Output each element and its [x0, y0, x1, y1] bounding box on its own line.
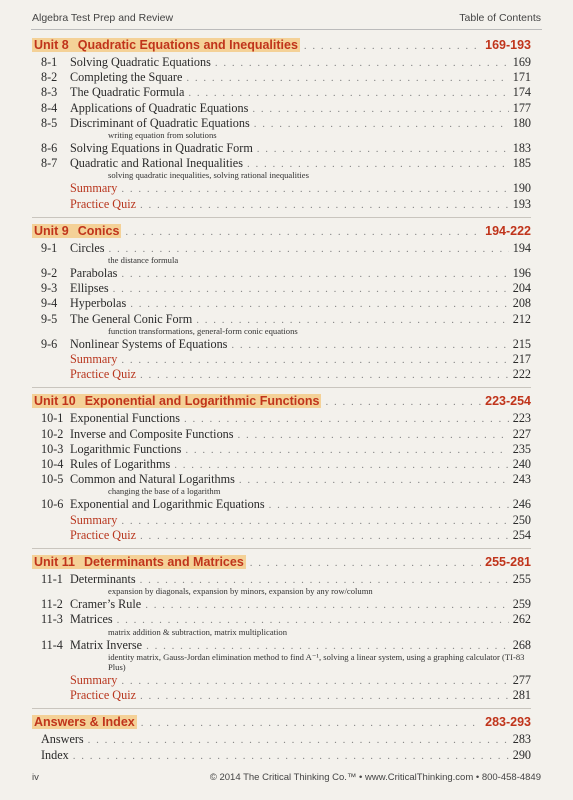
dot-leader	[185, 443, 508, 457]
unit-heading[interactable]	[32, 394, 531, 408]
entry-title: Applications of Quadratic Equations	[70, 100, 249, 115]
section-title: Table of Contents	[459, 12, 541, 24]
unit-heading[interactable]	[32, 715, 531, 729]
dot-leader	[304, 40, 481, 52]
dot-leader	[88, 733, 509, 747]
answers-section	[32, 715, 531, 762]
lesson-number: 9-5	[41, 311, 58, 326]
entry-title: Matrix Inverse	[70, 637, 143, 652]
lesson-note: changing the base of a logarithm	[108, 486, 221, 497]
unit-section	[32, 224, 531, 383]
page-number: 177	[512, 100, 531, 115]
practice-quiz-entry[interactable]	[32, 197, 531, 212]
unit-number: Unit 8	[34, 38, 69, 52]
dot-leader	[196, 313, 509, 327]
summary-entry[interactable]	[32, 352, 531, 367]
lesson-number: 10-2	[41, 426, 64, 441]
lesson-number: 10-6	[41, 497, 64, 512]
lesson-entry[interactable]	[32, 497, 531, 512]
entry-title: Nonlinear Systems of Equations	[70, 336, 228, 351]
entry-title: Ellipses	[70, 281, 109, 296]
lesson-number: 9-1	[41, 240, 58, 255]
header-rule	[31, 29, 542, 30]
page-range: 255-281	[485, 555, 531, 570]
lesson-number: 11-3	[41, 612, 63, 627]
entry-title: Exponential and Logarithmic Equations	[70, 497, 265, 512]
page-number: 243	[512, 472, 531, 487]
page-number: 196	[512, 266, 531, 281]
lesson-entry[interactable]	[32, 266, 531, 281]
lesson-entry[interactable]	[32, 85, 531, 100]
dot-leader	[254, 117, 509, 131]
section-divider	[32, 548, 531, 549]
entry-title: Rules of Logarithms	[70, 457, 171, 472]
page-footer	[32, 772, 541, 783]
section-divider	[32, 217, 531, 218]
page-number: 208	[512, 296, 531, 311]
page-range: 194-222	[485, 223, 531, 238]
page-number: 212	[512, 311, 531, 326]
dot-leader	[130, 297, 509, 311]
entry-title: Practice Quiz	[70, 527, 136, 542]
page-number: 190	[512, 181, 531, 196]
page-number: 277	[512, 672, 531, 687]
dot-leader	[146, 639, 509, 653]
dot-leader	[184, 412, 509, 426]
page-number: 268	[512, 637, 531, 652]
dot-leader	[140, 529, 509, 543]
dot-leader	[250, 557, 481, 569]
entry-title: Index	[41, 747, 69, 762]
unit-title	[32, 38, 300, 52]
page-number: 283	[512, 732, 531, 747]
lesson-number: 11-4	[41, 637, 63, 652]
dot-leader	[121, 514, 508, 528]
lesson-number: 8-5	[41, 115, 58, 130]
lesson-note: matrix addition & subtraction, matrix multiplication	[108, 626, 288, 637]
section-divider	[32, 708, 531, 709]
unit-section	[32, 394, 531, 543]
page-number: 180	[512, 115, 531, 130]
dot-leader	[125, 226, 481, 238]
dot-leader	[238, 428, 509, 442]
unit-heading[interactable]	[32, 224, 531, 238]
entry-title: Solving Equations in Quadratic Form	[70, 141, 253, 156]
page-number: 169	[512, 55, 531, 69]
unit-title	[32, 715, 137, 729]
copyright: © 2014 The Critical Thinking Co.™ • www.CriticalThinking.com • 800-458-4849	[209, 772, 541, 783]
lesson-entry[interactable]	[32, 572, 531, 587]
lesson-number: 9-2	[41, 266, 58, 281]
entry-title: Summary	[70, 352, 118, 367]
dot-leader	[113, 282, 509, 296]
page-number: 290	[512, 747, 531, 762]
lesson-number: 10-3	[41, 441, 64, 456]
practice-quiz-entry[interactable]	[32, 367, 531, 382]
unit-number: Unit 9	[34, 223, 69, 238]
section-divider	[32, 387, 531, 388]
lesson-entry[interactable]	[32, 597, 531, 612]
dot-leader	[117, 613, 509, 627]
unit-number: Unit 11	[34, 555, 75, 570]
lesson-number: 8-2	[41, 70, 58, 85]
lesson-number: 9-6	[41, 336, 58, 351]
dot-leader	[239, 473, 509, 487]
lesson-entry[interactable]	[32, 70, 531, 85]
summary-entry[interactable]	[32, 673, 531, 688]
dot-leader	[247, 157, 509, 171]
page-range: 169-193	[485, 38, 531, 52]
lesson-entry[interactable]	[32, 55, 531, 70]
lesson-note: function transformations, general-form conic equations	[108, 325, 298, 336]
unit-section	[32, 555, 531, 703]
page-number: 262	[512, 612, 531, 627]
page-header	[32, 12, 541, 24]
page-number: 222	[512, 367, 531, 382]
dot-leader	[121, 267, 508, 281]
unit-name: Determinants and Matrices	[84, 555, 244, 570]
table-of-contents	[32, 38, 531, 768]
unit-title	[32, 555, 246, 569]
lesson-note: the distance formula	[108, 255, 179, 266]
entry-title: Determinants	[70, 572, 136, 587]
entry-title: The Quadratic Formula	[70, 85, 185, 100]
lesson-number: 11-2	[41, 597, 63, 612]
entry-title: Hyperbolas	[70, 296, 127, 311]
page-number: 240	[512, 457, 531, 472]
page-number: 235	[512, 441, 531, 456]
lesson-entry[interactable]	[32, 312, 531, 327]
summary-entry[interactable]	[32, 513, 531, 528]
lesson-entry[interactable]	[32, 411, 531, 426]
entry-title: Quadratic and Rational Inequalities	[70, 156, 243, 171]
entry-title: Matrices	[70, 612, 113, 627]
page-number: iv	[32, 772, 39, 783]
lesson-entry[interactable]	[32, 156, 531, 171]
dot-leader	[325, 396, 481, 408]
page-number: 193	[512, 196, 531, 211]
dot-leader	[121, 353, 508, 367]
unit-heading[interactable]	[32, 38, 531, 52]
unit-name: Answers & Index	[34, 715, 135, 730]
entry-title: Common and Natural Logarithms	[70, 472, 235, 487]
lesson-note: writing equation from solutions	[108, 130, 217, 141]
practice-quiz-entry[interactable]	[32, 528, 531, 543]
answers-entry[interactable]	[32, 748, 531, 763]
unit-section	[32, 38, 531, 212]
page-number: 223	[512, 411, 531, 426]
unit-heading[interactable]	[32, 555, 531, 569]
page-range: 223-254	[485, 394, 531, 409]
page-range: 283-293	[485, 715, 531, 730]
lesson-number: 8-7	[41, 156, 58, 171]
entry-title: Completing the Square	[70, 70, 183, 85]
lesson-number: 8-1	[41, 55, 58, 69]
unit-name: Exponential and Logarithmic Functions	[84, 394, 320, 409]
summary-entry[interactable]	[32, 181, 531, 196]
page-number: 254	[512, 527, 531, 542]
dot-leader	[121, 182, 508, 196]
lesson-number: 8-4	[41, 100, 58, 115]
lesson-entry[interactable]	[32, 457, 531, 472]
unit-title	[32, 394, 321, 408]
answers-entry[interactable]	[32, 732, 531, 747]
page-number: 215	[512, 336, 531, 351]
lesson-number: 9-4	[41, 296, 58, 311]
entry-title: Inverse and Composite Functions	[70, 426, 234, 441]
dot-leader	[215, 56, 509, 70]
unit-name: Quadratic Equations and Inequalities	[77, 38, 298, 52]
entry-title: Parabolas	[70, 266, 118, 281]
lesson-number: 9-3	[41, 281, 58, 296]
lesson-entry[interactable]	[32, 427, 531, 442]
lesson-note: identity matrix, Gauss-Jordan elimination method to find A⁻¹, solving a linear system, using a graphing calculator (TI-83 Plus)	[108, 651, 525, 672]
book-title: Algebra Test Prep and Review	[32, 12, 174, 24]
entry-title: Summary	[70, 181, 118, 196]
entry-title: The General Conic Form	[70, 311, 193, 326]
lesson-entry[interactable]	[32, 101, 531, 116]
entry-title: Practice Quiz	[70, 688, 136, 703]
lesson-note: expansion by diagonals, expansion by minors, expansion by any row/column	[108, 586, 373, 597]
page-number: 185	[512, 156, 531, 171]
page-number: 217	[512, 352, 531, 367]
page-number: 255	[512, 572, 531, 587]
entry-title: Practice Quiz	[70, 367, 136, 382]
entry-title: Solving Quadratic Equations	[70, 55, 211, 69]
entry-title: Logarithmic Functions	[70, 441, 182, 456]
page-number: 250	[512, 512, 531, 527]
unit-number: Unit 10	[34, 394, 76, 409]
dot-leader	[140, 689, 509, 703]
lesson-entry[interactable]	[32, 442, 531, 457]
dot-leader	[73, 749, 509, 763]
entry-title: Summary	[70, 512, 118, 527]
entry-title: Circles	[70, 240, 105, 255]
page-number: 259	[512, 597, 531, 612]
lesson-entry[interactable]	[32, 337, 531, 352]
page-number: 183	[512, 141, 531, 156]
unit-title	[32, 224, 121, 238]
entry-title: Practice Quiz	[70, 196, 136, 211]
dot-leader	[231, 338, 508, 352]
dot-leader	[186, 71, 508, 85]
dot-leader	[145, 598, 509, 612]
dot-leader	[269, 498, 509, 512]
lesson-entry[interactable]	[32, 296, 531, 311]
lesson-note: solving quadratic inequalities, solving rational inequalities	[108, 170, 309, 181]
entry-title: Answers	[41, 732, 84, 747]
dot-leader	[109, 242, 509, 256]
page-number: 174	[512, 85, 531, 100]
lesson-number: 11-1	[41, 572, 63, 587]
entry-title: Summary	[70, 672, 118, 687]
page-number: 204	[512, 281, 531, 296]
lesson-number: 10-4	[41, 457, 64, 472]
dot-leader	[141, 717, 481, 729]
lesson-entry[interactable]	[32, 612, 531, 627]
dot-leader	[121, 674, 508, 688]
dot-leader	[252, 102, 508, 116]
lesson-number: 10-1	[41, 411, 64, 426]
lesson-entry[interactable]	[32, 141, 531, 156]
entry-title: Cramer’s Rule	[70, 597, 142, 612]
entry-title: Exponential Functions	[70, 411, 181, 426]
page-number: 171	[512, 70, 531, 85]
page-number: 246	[512, 497, 531, 512]
practice-quiz-entry[interactable]	[32, 688, 531, 703]
page-number: 281	[512, 688, 531, 703]
unit-name: Conics	[77, 223, 120, 238]
lesson-entry[interactable]	[32, 472, 531, 487]
page-number: 227	[512, 426, 531, 441]
dot-leader	[140, 368, 509, 382]
dot-leader	[140, 573, 509, 587]
lesson-entry[interactable]	[32, 241, 531, 256]
page-number: 194	[512, 240, 531, 255]
lesson-number: 10-5	[41, 472, 64, 487]
lesson-entry[interactable]	[32, 281, 531, 296]
dot-leader	[257, 142, 509, 156]
dot-leader	[140, 198, 509, 212]
lesson-entry[interactable]	[32, 116, 531, 131]
entry-title: Discriminant of Quadratic Equations	[70, 115, 250, 130]
lesson-entry[interactable]	[32, 638, 531, 653]
lesson-number: 8-6	[41, 141, 58, 156]
dot-leader	[188, 86, 508, 100]
lesson-number: 8-3	[41, 85, 58, 100]
dot-leader	[174, 458, 509, 472]
